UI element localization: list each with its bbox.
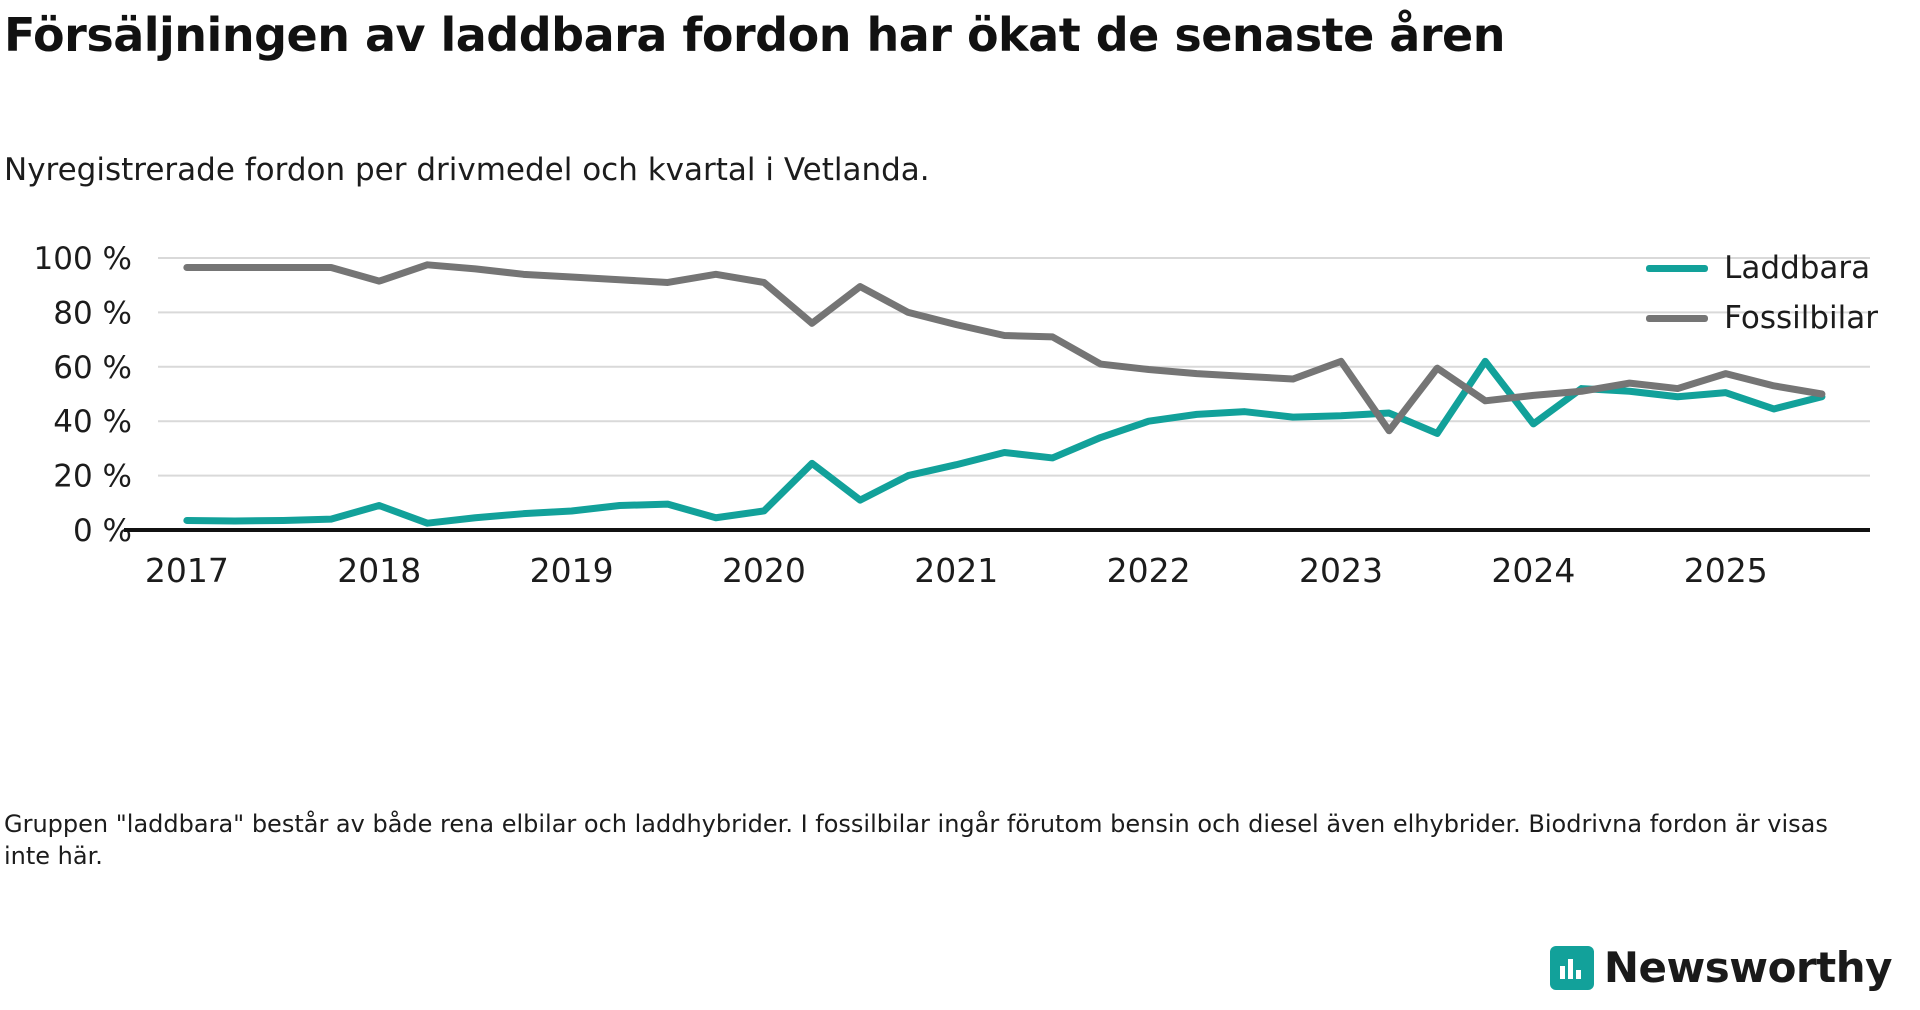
legend-item-laddbara xyxy=(1646,250,1878,286)
x-axis-tick-label: 2025 xyxy=(1683,551,1768,590)
y-axis-tick-label: 20 % xyxy=(53,458,132,495)
x-axis-tick-label: 2017 xyxy=(144,551,229,590)
legend-label-laddbara: Laddbara xyxy=(1724,250,1871,286)
legend-label-fossilbilar: Fossilbilar xyxy=(1724,300,1878,336)
series-line-laddbara xyxy=(187,361,1822,523)
y-axis-tick-label: 80 % xyxy=(53,295,132,332)
y-axis-tick-label: 100 % xyxy=(33,241,132,277)
bar-chart-icon xyxy=(1550,946,1594,990)
legend-item-fossilbilar xyxy=(1646,300,1878,336)
legend-swatch-laddbara xyxy=(1646,265,1708,272)
x-axis-tick-label: 2020 xyxy=(721,551,806,590)
y-axis-tick-label: 60 % xyxy=(53,349,132,386)
y-axis-tick-label: 40 % xyxy=(53,404,132,441)
brand-logo xyxy=(1550,943,1892,992)
chart-legend xyxy=(1646,250,1878,336)
chart-subtitle: Nyregistrerade fordon per drivmedel och kvartal i Vetlanda. xyxy=(4,152,930,188)
y-axis-tick-label: 0 % xyxy=(72,513,132,549)
line-chart xyxy=(0,230,1920,710)
chart-footnote: Gruppen "laddbara" består av både rena elbilar och laddhybrider. I fossilbilar ingår förutom bensin och diesel även elhybrider. Biodrivna fordon är visas inte här. xyxy=(4,810,1828,871)
x-axis-tick-label: 2023 xyxy=(1299,551,1384,590)
chart-canvas xyxy=(0,230,1920,710)
x-axis-tick-label: 2022 xyxy=(1106,551,1191,590)
series-line-fossilbilar xyxy=(187,265,1822,431)
page-title: Försäljningen av laddbara fordon har ökat de senaste åren xyxy=(4,8,1505,62)
x-axis-tick-label: 2024 xyxy=(1491,551,1576,590)
legend-swatch-fossilbilar xyxy=(1646,315,1708,322)
x-axis-tick-label: 2018 xyxy=(337,551,422,590)
brand-name: Newsworthy xyxy=(1603,943,1892,992)
x-axis-tick-label: 2021 xyxy=(914,551,999,590)
x-axis-tick-label: 2019 xyxy=(529,551,614,590)
